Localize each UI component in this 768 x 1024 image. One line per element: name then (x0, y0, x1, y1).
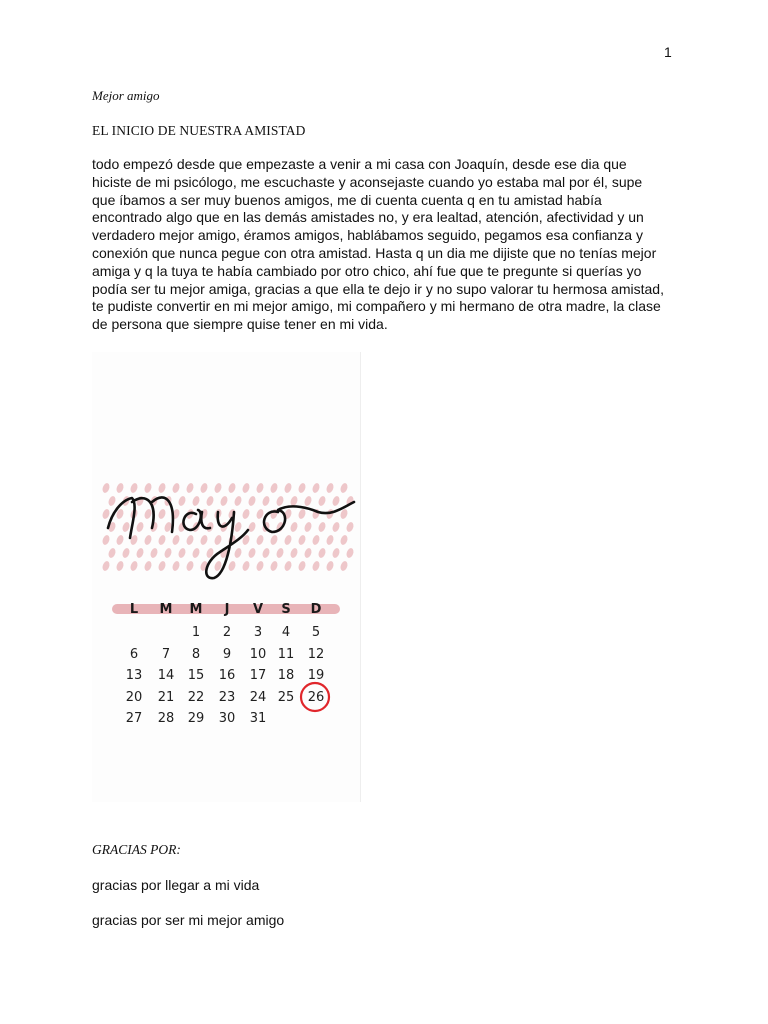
weekday-label: L (129, 602, 139, 617)
calendar-day: 22 (187, 689, 205, 705)
calendar-day: 19 (307, 668, 325, 683)
calendar-day: 27 (125, 711, 143, 726)
calendar-day: 13 (125, 668, 143, 683)
calendar-day: 14 (157, 668, 175, 683)
calendar-day: 10 (249, 646, 267, 662)
calendar-day: 30 (218, 711, 236, 726)
calendar-day: 2 (222, 625, 232, 640)
weekday-label: M (159, 602, 173, 617)
calendar-day: 23 (218, 689, 236, 705)
body-line: todo empezó desde que empezaste a venir a mi casa con Joaquín, desde ese dia que (92, 156, 627, 172)
calendar-day: 17 (249, 668, 267, 683)
weekday-label: J (224, 602, 230, 617)
calendar-day: 18 (277, 668, 295, 683)
page-number: 1 (664, 44, 672, 60)
calendar-day: 24 (249, 689, 267, 705)
calendar-day: 25 (277, 689, 295, 705)
document-title: Mejor amigo (92, 88, 160, 103)
calendar-day: 8 (191, 646, 201, 662)
calendar-day: 29 (187, 711, 205, 726)
calendar-day: 11 (277, 646, 295, 662)
thanks-item: gracias por llegar a mi vida (92, 877, 260, 893)
body-line: de persona que siempre quise tener en mi vida. (92, 316, 388, 333)
calendar-day: 21 (157, 689, 175, 705)
calendar-image (92, 352, 361, 802)
body-paragraph (92, 156, 682, 334)
weekday-label: M (189, 602, 203, 617)
calendar-day: 1 (191, 625, 201, 640)
calendar-day: 5 (311, 625, 321, 640)
calendar-day: 6 (129, 646, 139, 662)
thanks-heading: GRACIAS POR: (92, 842, 181, 857)
calendar-day: 9 (222, 646, 232, 662)
weekday-label: D (310, 602, 322, 617)
calendar-day: 28 (157, 711, 175, 726)
body-line: amiga y q la tuya te había cambiado por otro chico, ahí fue que te pregunte si querías yo (92, 262, 642, 279)
calendar-grid (92, 352, 360, 802)
calendar-day: 31 (249, 711, 267, 726)
weekday-label: V (252, 602, 264, 617)
calendar-day-highlighted: 26 (307, 689, 325, 705)
calendar-day: 7 (161, 646, 171, 662)
body-line: que íbamos a ser muy buenos amigos, me di cuenta cuenta q en tu amistad había (92, 191, 602, 208)
body-line: hiciste de mi psicólogo, me escuchaste y aconsejaste cuando yo estaba mal por él, supe (92, 173, 643, 190)
body-line: podía ser tu mejor amiga, gracias a que ella te dejo ir y no supo valorar tu hermosa amistad, (92, 280, 664, 297)
section-heading: EL INICIO DE NUESTRA AMISTAD (92, 123, 306, 138)
weekday-label: S (281, 602, 291, 617)
thanks-item: gracias por ser mi mejor amigo (92, 912, 285, 928)
calendar-day: 3 (253, 625, 263, 640)
calendar-day: 20 (125, 689, 143, 705)
body-line: verdadero mejor amigo, éramos amigos, hablábamos seguido, pegamos esa confianza y (92, 227, 643, 244)
body-line: encontrado algo que en las demás amistades no, y era lealtad, atención, afectividad y un (92, 209, 644, 226)
calendar-day: 12 (307, 646, 325, 662)
body-line: te pudiste convertir en mi mejor amigo, mi compañero y mi hermano de otra madre, la clase (92, 298, 661, 315)
calendar-day: 16 (218, 668, 236, 683)
calendar-day: 4 (281, 625, 291, 640)
calendar-day: 15 (187, 668, 205, 683)
body-line: conexión que nunca pegue con otra amistad. Hasta q un dia me dijiste que no tenías mejor (92, 244, 657, 261)
